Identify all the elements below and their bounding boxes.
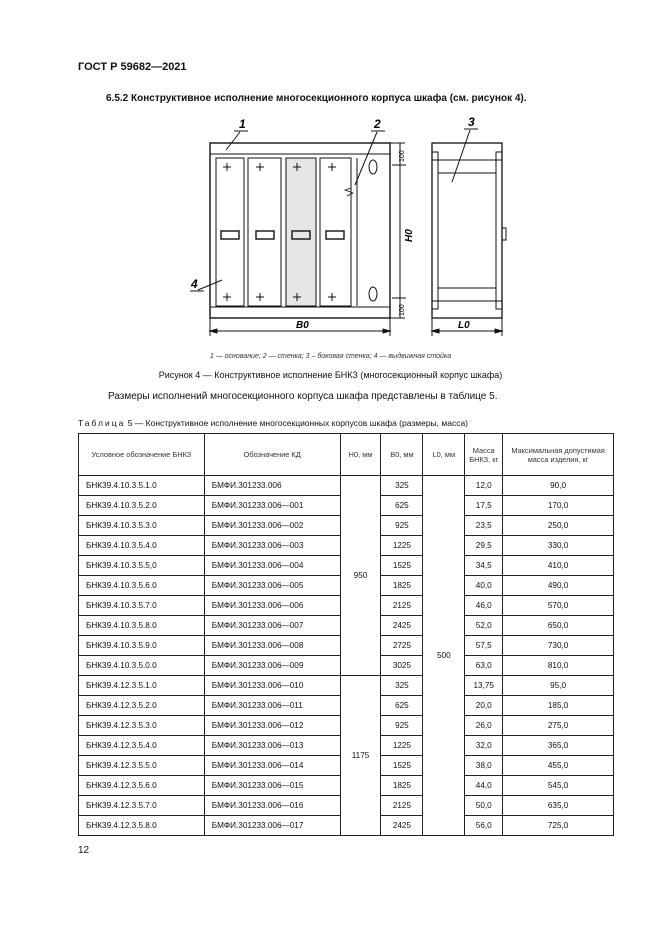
cell-max-mass: 170,0 [503,496,614,516]
cell-kd: БМФИ.301233.006—009 [204,656,340,676]
cell-b0: 1825 [381,576,423,596]
table-caption-number: 5 [127,418,133,428]
cell-kd: БМФИ.301233.006—007 [204,616,340,636]
table-row [79,676,614,696]
cell-mass: 56,0 [465,816,503,836]
cell-kd: БМФИ.301233.006—013 [204,736,340,756]
dim-l0: L0 [458,320,470,331]
dim-100-top: 100 [399,150,406,162]
cell-code: БНК39.4.10.3.5.3.0 [79,516,205,536]
cell-mass: 20,0 [465,696,503,716]
cell-b0: 3025 [381,656,423,676]
cell-code: БНК39.4.10.3.5.4.0 [79,536,205,556]
cell-mass: 32,0 [465,736,503,756]
cell-h0: 1175 [340,676,381,836]
cell-kd: БМФИ.301233.006—011 [204,696,340,716]
cell-kd: БМФИ.301233.006—002 [204,516,340,536]
cell-kd: БМФИ.301233.006—017 [204,816,340,836]
cell-mass: 12,0 [465,476,503,496]
cell-code: БНК39.4.10.3.5.7.0 [79,596,205,616]
cell-b0: 1225 [381,736,423,756]
header-mass: Масса БНКЗ, кг [465,434,503,476]
cell-code: БНК39.4.10.3.5.2.0 [79,496,205,516]
callout-4: 4 [191,277,198,291]
cell-max-mass: 545,0 [503,776,614,796]
cell-mass: 50,0 [465,796,503,816]
cell-mass: 52,0 [465,616,503,636]
cell-code: БНК39.4.12.3.5.8.0 [79,816,205,836]
cell-h0: 950 [340,476,381,676]
cell-code: БНК39.4.12.3.5.5.0 [79,756,205,776]
cell-kd: БМФИ.301233.006—008 [204,636,340,656]
cell-mass: 26,0 [465,716,503,736]
cell-mass: 23,5 [465,516,503,536]
cell-max-mass: 650,0 [503,616,614,636]
cell-code: БНК39.4.10.3.5.9.0 [79,636,205,656]
cell-kd: БМФИ.301233.006—005 [204,576,340,596]
cell-b0: 325 [381,476,423,496]
cell-b0: 325 [381,676,423,696]
cell-kd: БМФИ.301233.006—010 [204,676,340,696]
cell-mass: 38,0 [465,756,503,776]
section-title: 6.5.2 Конструктивное исполнение многосекционного корпуса шкафа (см. рисунок 4). [106,93,527,104]
cell-kd: БМФИ.301233.006—001 [204,496,340,516]
cell-code: БНК39.4.12.3.5.3.0 [79,716,205,736]
cell-mass: 34,5 [465,556,503,576]
figure-caption: Рисунок 4 — Конструктивное исполнение БНКЗ (многосекционный корпус шкафа) [158,370,503,380]
cell-max-mass: 250,0 [503,516,614,536]
table-caption [78,418,468,428]
header-b0: B0, мм [381,434,423,476]
cell-code: БНК39.4.10.3.5.6.0 [79,576,205,596]
header-h0: H0, мм [340,434,381,476]
cell-mass: 63,0 [465,656,503,676]
cell-mass: 17,5 [465,496,503,516]
cell-b0: 1525 [381,756,423,776]
cell-b0: 2125 [381,796,423,816]
cell-max-mass: 185,0 [503,696,614,716]
cell-b0: 1225 [381,536,423,556]
cell-b0: 625 [381,496,423,516]
cell-mass: 29,5 [465,536,503,556]
cell-code: БНК39.4.12.3.5.7.0 [79,796,205,816]
cell-mass: 57,5 [465,636,503,656]
cell-b0: 1825 [381,776,423,796]
callout-1: 1 [239,117,246,131]
cell-max-mass: 810,0 [503,656,614,676]
paragraph: Размеры исполнений многосекционного корпуса шкафа представлены в таблице 5. [108,391,498,402]
cell-max-mass: 275,0 [503,716,614,736]
cell-max-mass: 490,0 [503,576,614,596]
cell-kd: БМФИ.301233.006—015 [204,776,340,796]
cell-code: БНК39.4.10.3.5.1.0 [79,476,205,496]
cell-code: БНК39.4.12.3.5.2.0 [79,696,205,716]
cell-max-mass: 730,0 [503,636,614,656]
cell-l0: 500 [423,476,465,836]
dimensions-table [78,433,614,836]
cell-b0: 925 [381,716,423,736]
cell-code: БНК39.4.10.3.5.5,0 [79,556,205,576]
cell-b0: 2425 [381,816,423,836]
cell-b0: 625 [381,696,423,716]
cell-max-mass: 365,0 [503,736,614,756]
header-max-mass: Максимальная допустимая масса изделия, кг [503,434,614,476]
cell-max-mass: 410,0 [503,556,614,576]
cell-max-mass: 570,0 [503,596,614,616]
cell-b0: 2725 [381,636,423,656]
document-header: ГОСТ Р 59682—2021 [78,61,187,73]
cell-kd: БМФИ.301233.006—003 [204,536,340,556]
page-number: 12 [78,845,90,856]
callout-3: 3 [468,115,475,129]
figure-legend: 1 — основание; 2 — стенка; 3 – боковая стенка; 4 — выдвижная стойка [209,353,452,360]
cell-kd: БМФИ.301233.006—016 [204,796,340,816]
cell-code: БНК39.4.10.3.5.8.0 [79,616,205,636]
cell-b0: 2425 [381,616,423,636]
dim-b0: B0 [296,320,309,331]
header-kd: Обозначение КД [204,434,340,476]
cell-max-mass: 95,0 [503,676,614,696]
cell-kd: БМФИ.301233.006—014 [204,756,340,776]
table-row [79,476,614,496]
table-caption-label: Таблица [78,418,126,428]
cell-kd: БМФИ.301233.006—004 [204,556,340,576]
cell-b0: 1525 [381,556,423,576]
cabinet-drawing [170,110,530,350]
cell-code: БНК39.4.12.3.5.6.0 [79,776,205,796]
cell-kd: БМФИ.301233.006—006 [204,596,340,616]
cell-mass: 13,75 [465,676,503,696]
cell-max-mass: 635,0 [503,796,614,816]
cell-mass: 40,0 [465,576,503,596]
cell-max-mass: 90,0 [503,476,614,496]
cell-code: БНК39.4.10.3.5.0.0 [79,656,205,676]
cell-mass: 44,0 [465,776,503,796]
cell-mass: 46,0 [465,596,503,616]
callout-2: 2 [374,117,381,131]
dim-100-bottom: 100 [399,304,406,316]
cell-max-mass: 725,0 [503,816,614,836]
cell-code: БНК39.4.12.3.5.1.0 [79,676,205,696]
table-caption-text: — Конструктивное исполнение многосекционных корпусов шкафа (размеры, масса) [132,418,469,428]
cell-b0: 925 [381,516,423,536]
cell-kd: БМФИ.301233.006 [204,476,340,496]
cell-kd: БМФИ.301233.006—012 [204,716,340,736]
header-l0: L0, мм [423,434,465,476]
header-code: Условное обозначение БНКЗ [79,434,205,476]
dim-h0: H0 [404,229,415,242]
cell-max-mass: 455,0 [503,756,614,776]
cell-code: БНК39.4.12.3.5.4.0 [79,736,205,756]
cell-max-mass: 330,0 [503,536,614,556]
cell-b0: 2125 [381,596,423,616]
